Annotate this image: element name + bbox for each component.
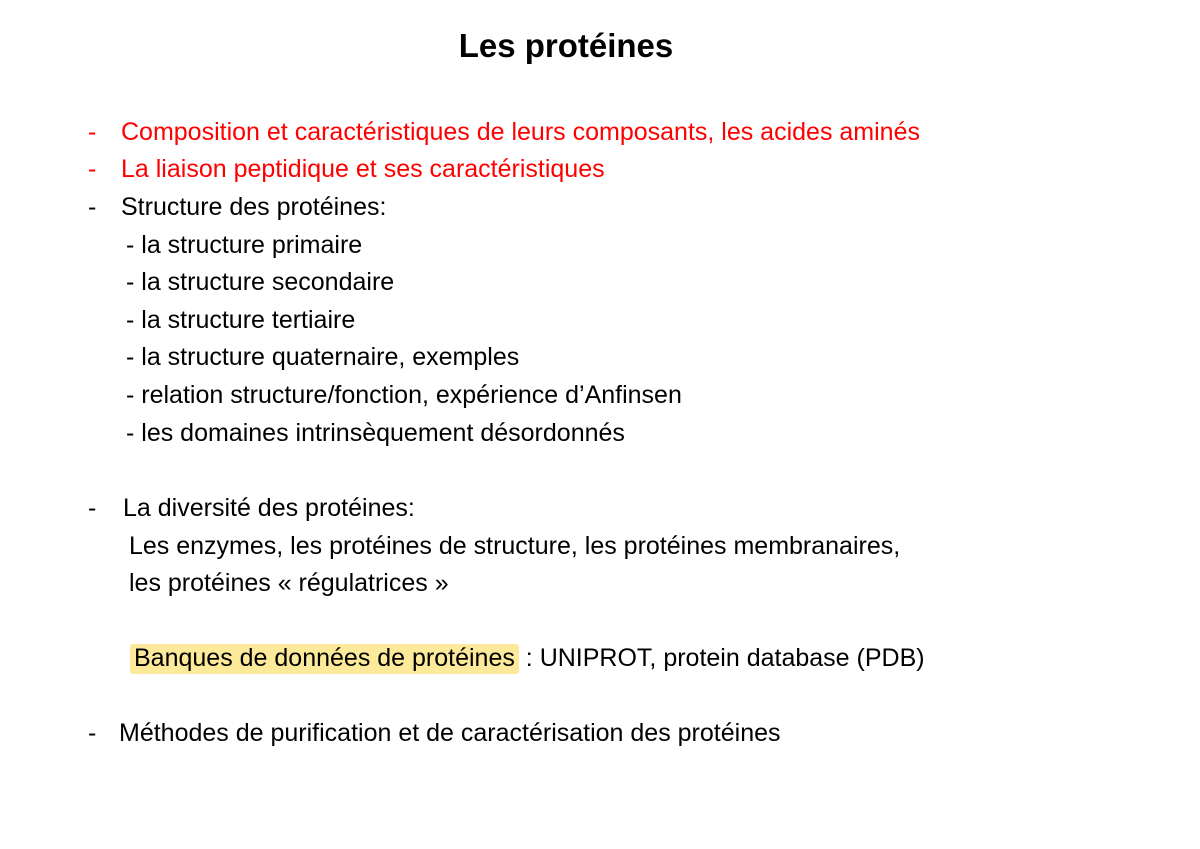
diversity-line-2: les protéines « régulatrices » [129, 569, 449, 597]
databases-line [130, 642, 925, 674]
bullet-peptide-bond: La liaison peptidique et ses caractéristiques [121, 155, 605, 183]
sub-item-quaternary: - la structure quaternaire, exemples [126, 343, 520, 371]
sub-item-secondary: - la structure secondaire [126, 268, 395, 296]
sub-item-tertiary: - la structure tertiaire [126, 306, 356, 334]
databases-highlight: Banques de données de protéines [130, 644, 519, 674]
bullet-methods: Méthodes de purification et de caractérisation des protéines [119, 719, 781, 747]
diversity-line-1: Les enzymes, les protéines de structure, les protéines membranaires, [129, 532, 901, 560]
bullet-dash: - [88, 118, 97, 146]
bullet-dash: - [88, 719, 97, 747]
bullet-dash: - [88, 193, 97, 221]
bullet-dash: - [88, 494, 97, 522]
databases-rest: : UNIPROT, protein database (PDB) [518, 644, 925, 672]
bullet-dash: - [88, 155, 97, 183]
bullet-composition: Composition et caractéristiques de leurs composants, les acides aminés [121, 118, 920, 146]
sub-item-anfinsen: - relation structure/fonction, expérience d’Anfinsen [126, 381, 682, 409]
bullet-diversity: La diversité des protéines: [123, 494, 415, 522]
sub-item-disordered: - les domaines intrinsèquement désordonnés [126, 419, 625, 447]
sub-item-primary: - la structure primaire [126, 231, 363, 259]
slide-title: Les protéines [458, 27, 674, 64]
bullet-structure: Structure des protéines: [121, 193, 387, 221]
